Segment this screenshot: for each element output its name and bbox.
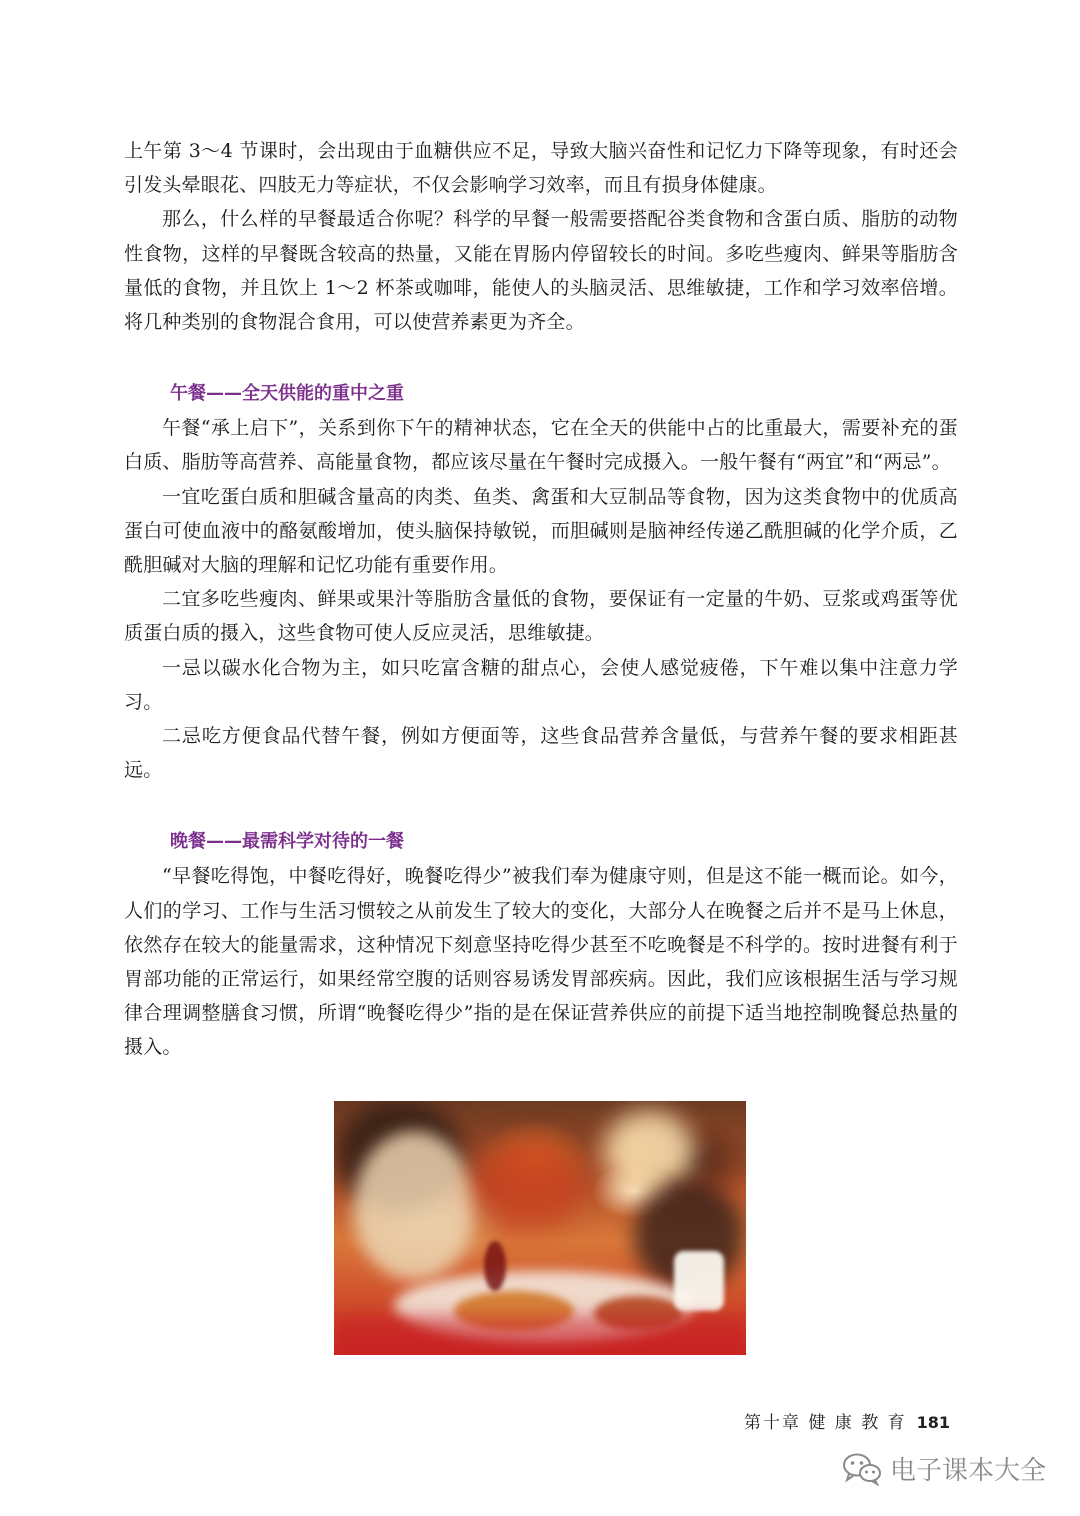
lunch-heading: 午餐——全天供能的重中之重 bbox=[170, 383, 404, 405]
lunch-paragraph-3: 二宜多吃些瘦肉、鲜果或果汁等脂肪含量低的食物，要保证有一定量的牛奶、豆浆或鸡蛋等优质蛋白质的摄入，这些食物可使人反应灵活，思维敏捷。 bbox=[124, 588, 958, 645]
watermark bbox=[842, 1450, 1046, 1487]
page-number: 181 bbox=[916, 1413, 951, 1432]
lunch-paragraph-4: 一忌以碳水化合物为主，如只吃富含糖的甜点心，会使人感觉疲倦，下午难以集中注意力学习。 bbox=[124, 656, 958, 713]
dinner-table-photo bbox=[334, 1101, 746, 1355]
page-content bbox=[124, 134, 958, 1065]
lunch-paragraph-1: 午餐“承上启下”，关系到你下午的精神状态，它在全天的供能中占的比重最大，需要补充的蛋白质、脂肪等高营养、高能量食物，都应该尽量在午餐时完成摄入。一般午餐有“两宜”和“两忌”。 bbox=[124, 417, 958, 474]
page-footer bbox=[744, 1408, 950, 1433]
intro-paragraph-1: 上午第 3～4 节课时，会出现由于血糖供应不足，导致大脑兴奋性和记忆力下降等现象，有时还会引发头晕眼花、四肢无力等症状，不仅会影响学习效率，而且有损身体健康。 bbox=[124, 140, 958, 197]
dinner-heading: 晚餐——最需科学对待的一餐 bbox=[170, 831, 404, 853]
wechat-icon bbox=[842, 1452, 882, 1486]
chapter-title: 第十章 健 康 教 育 bbox=[744, 1413, 907, 1433]
intro-paragraph-2: 那么，什么样的早餐最适合你呢？科学的早餐一般需要搭配谷类食物和含蛋白质、脂肪的动物性食物，这样的早餐既含较高的热量，又能在胃肠内停留较长的时间。多吃些瘦肉、鲜果等脂肪含量低的食物，并且饮上 1～2 杯茶或咖啡，能使人的头脑灵活、思维敏捷，工作和学习效率倍增。将几种类别的食物混合食用，可以使营养素更为齐全。 bbox=[124, 208, 958, 334]
lunch-paragraph-5: 二忌吃方便食品代替午餐，例如方便面等，这些食品营养含量低，与营养午餐的要求相距甚远。 bbox=[124, 725, 958, 782]
lunch-paragraph-2: 一宜吃蛋白质和胆碱含量高的肉类、鱼类、禽蛋和大豆制品等食物，因为这类食物中的优质高蛋白可使血液中的酪氨酸增加，使头脑保持敏锐，而胆碱则是脑神经传递乙酰胆碱的化学介质，乙酰胆碱对大脑的理解和记忆功能有重要作用。 bbox=[124, 485, 958, 577]
watermark-text: 电子课本大全 bbox=[890, 1456, 1047, 1486]
dinner-paragraph-1: “早餐吃得饱，中餐吃得好，晚餐吃得少”被我们奉为健康守则，但是这不能一概而论。如今，人们的学习、工作与生活习惯较之从前发生了较大的变化，大部分人在晚餐之后并不是马上休息，依然存在较大的能量需求，这种情况下刻意坚持吃得少甚至不吃晚餐是不科学的。按时进餐有利于胃部功能的正常运行，如果经常空腹的话则容易诱发胃部疾病。因此，我们应该根据生活与学习规律合理调整膳食习惯，所谓“晚餐吃得少”指的是在保证营养供应的前提下适当地控制晚餐总热量的摄入。 bbox=[124, 865, 958, 1059]
